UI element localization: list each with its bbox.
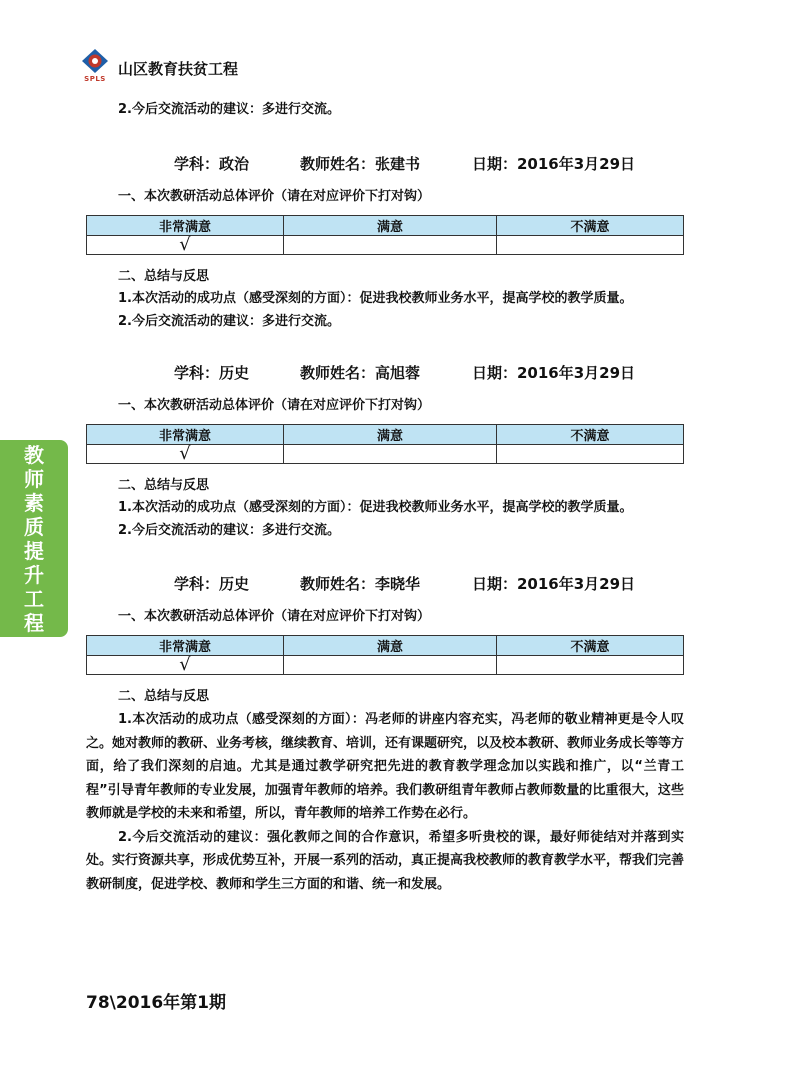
teacher-label: 教师姓名：张建书 [300,155,421,173]
logo-label: SPLS [84,75,106,83]
col-unsatisfied: 不满意 [497,425,684,445]
side-tab-char: 质 [24,514,44,539]
check-mark: √ [179,443,191,464]
suggestion: 2.今后交流活动的建议：多进行交流。 [118,314,340,329]
success-point: 1.本次活动的成功点（感受深刻的方面）：促进我校教师业务水平，提高学校的教学质量。 [118,291,633,306]
section-meta [118,362,718,384]
summary-title: 二、总结与反思 [118,478,210,493]
side-tab-char: 工 [24,586,44,611]
evaluation-table [86,635,684,675]
date-label: 日期：2016年3月29日 [472,575,636,593]
evaluation-section-1 [118,153,718,332]
page-header [78,46,238,82]
teacher-label: 教师姓名：李晓华 [300,575,421,593]
check-mark: √ [179,234,191,255]
top-continuation [118,100,718,120]
summary-title: 二、总结与反思 [118,689,210,704]
check-mark: √ [179,654,191,675]
date-label: 日期：2016年3月29日 [472,155,636,173]
empty-cell [284,656,497,675]
eval-title: 一、本次教研活动总体评价（请在对应评价下打对钩） [118,189,431,204]
empty-cell [497,236,684,255]
side-tab-char: 升 [24,562,44,587]
publication-title: 山区教育扶贫工程 [118,59,239,78]
col-unsatisfied: 不满意 [497,636,684,656]
side-tab-char: 素 [24,490,44,515]
empty-cell [284,236,497,255]
teacher-label: 教师姓名：高旭蓉 [300,364,421,382]
empty-cell [497,656,684,675]
side-tab-char: 程 [24,610,44,635]
reflection-paragraph-2 [86,826,684,897]
logo-icon [78,47,112,81]
paragraph-text: 2.今后交流活动的建议：强化教师之间的合作意识，希望多听贵校的课，最好师徒结对并落到实处。实行资源共享，形成优势互补，开展一系列的活动，真正提高我校教师的教育教学水平，帮我们完善教研制度，促进学校、教师和学生三方面的和谐、统一和发展。 [86,829,685,892]
eval-title: 一、本次教研活动总体评价（请在对应评价下打对钩） [118,398,431,413]
section-meta [118,573,718,595]
date-label: 日期：2016年3月29日 [472,364,636,382]
side-tab-char: 教 [24,442,44,467]
col-satisfied: 满意 [284,425,497,445]
top-suggestion: 2.今后交流活动的建议：多进行交流。 [118,102,340,117]
side-tab-char: 提 [24,538,44,563]
reflection-paragraph-1 [86,708,684,826]
col-unsatisfied: 不满意 [497,216,684,236]
subject-label: 学科：历史 [174,364,250,382]
evaluation-section-2 [118,362,718,541]
subject-label: 学科：历史 [174,575,250,593]
col-satisfied: 满意 [284,216,497,236]
col-satisfied: 满意 [284,636,497,656]
subject-label: 学科：政治 [174,155,250,173]
section-side-tab [0,440,68,637]
section-meta [118,153,718,175]
evaluation-section-3 [86,573,718,896]
eval-title: 一、本次教研活动总体评价（请在对应评价下打对钩） [118,609,431,624]
side-tab-char: 师 [24,466,44,491]
col-very-satisfied: 非常满意 [87,216,284,236]
evaluation-table [86,215,684,255]
paragraph-text: 1.本次活动的成功点（感受深刻的方面）：冯老师的讲座内容充实，冯老师的敬业精神更是令人叹之。她对教师的教研、业务考核，继续教育、培训，还有课题研究，以及校本教研、教师业务成长等等方面，给了我们深刻的启迪。尤其是通过教学研究把先进的教育教学理念加以实践和推广，以“兰青工程”引导青年教师的专业发展，加强青年教师的培养。我们教研组青年教师占教师数量的比重很大，这些教师就是学校的未来和希望，所以，青年教师的培养工作势在必行。 [86,712,685,821]
col-very-satisfied: 非常满意 [87,425,284,445]
col-very-satisfied: 非常满意 [87,636,284,656]
empty-cell [497,445,684,464]
success-point: 1.本次活动的成功点（感受深刻的方面）：促进我校教师业务水平，提高学校的教学质量。 [118,500,633,515]
suggestion: 2.今后交流活动的建议：多进行交流。 [118,523,340,538]
page-footer: 78\2016年第1期 [86,993,227,1013]
summary-title: 二、总结与反思 [118,269,210,284]
evaluation-table [86,424,684,464]
empty-cell [284,445,497,464]
